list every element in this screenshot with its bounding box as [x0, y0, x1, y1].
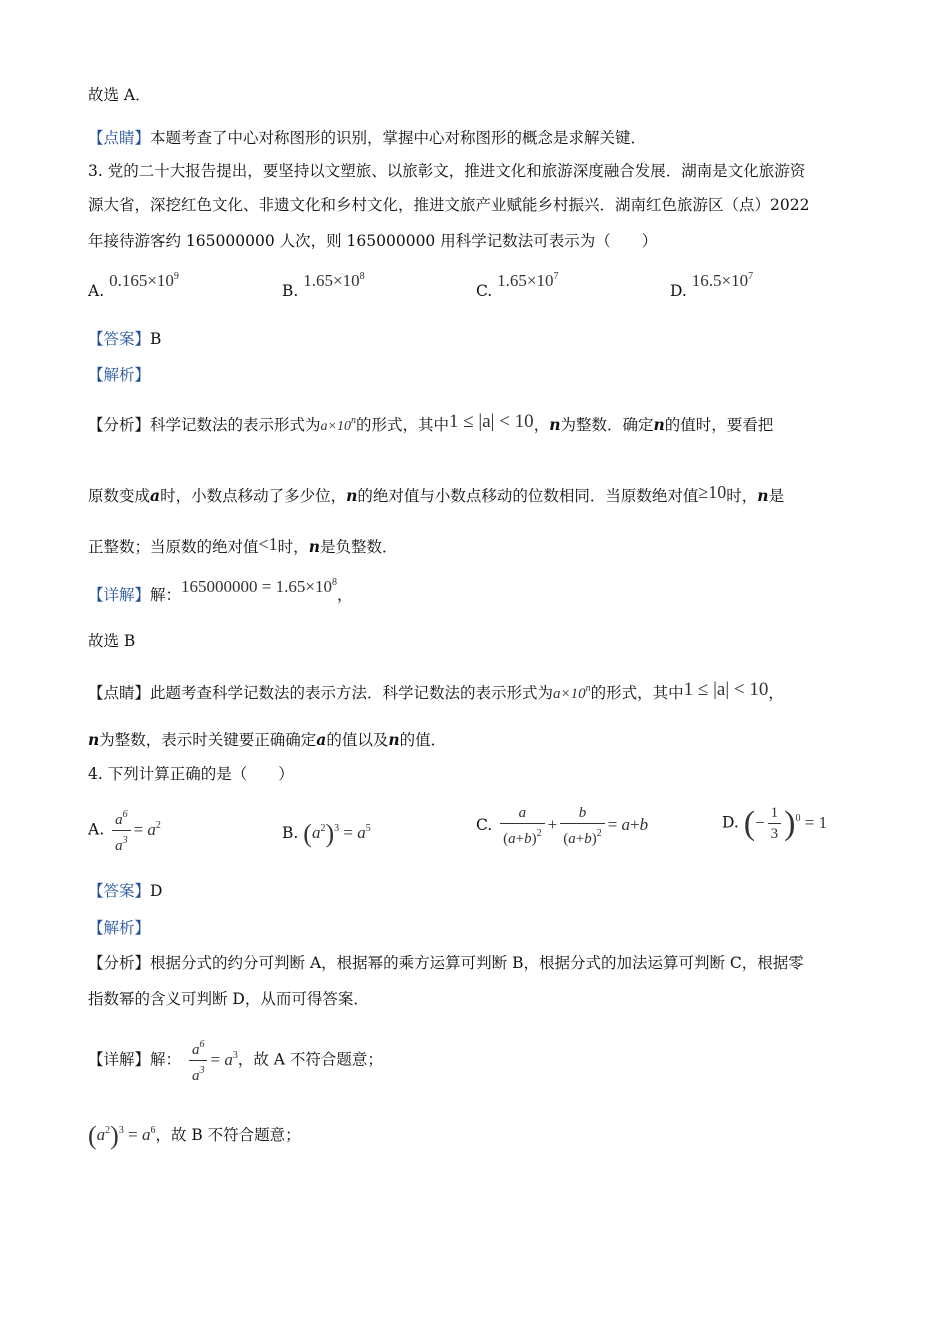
option-c: C. $1.65\times 10^7$ [476, 271, 559, 300]
question-4-line: 4. 下列计算正确的是（ ） [88, 765, 294, 783]
option-c: C. $\frac{a}{(a+b)^2}$ + $\frac{b}{(a+b)^2}$ = a+b [476, 805, 649, 847]
option-a: A. $0.165\times 10^9$ [88, 271, 179, 300]
dianjing-line: 【点睛】此题考查科学记数法的表示方法．科学记数法的表示形式为$a\times 10^n$的形式，其中1 ≤ |a| < 10， [88, 679, 784, 702]
question-3-line: 年接待游客约 165000000 人次，则 165000000 用科学记数法可表示为（ ） [88, 232, 658, 250]
option-d: D. (− $\frac{1}{3}$ )$^0$ = 1 [722, 804, 828, 842]
text-line: 故选 B [88, 632, 136, 650]
question-3-line: 3. 党的二十大报告提出，要坚持以文塑旅、以旅彰文，推进文化和旅游深度融合发展．湖南是文化旅游资 [88, 162, 806, 180]
xiangjie-line: 【详解】解： $\frac{a^6}{a^3}$ = $a^3$，故 A 不符合题意； [88, 1035, 383, 1086]
fenxi-line: 【分析】科学记数法的表示形式为$a\times 10^n$的形式，其中1 ≤ |a| < 10，n为整数．确定n的值时，要看把 [88, 411, 774, 434]
xiangjie-line: 【详解】解：$165000000 = 1.65\times 10^8$， [88, 577, 353, 604]
option-a: A. $\frac{a^6}{a^3}$ = $a^2$ [88, 805, 161, 856]
text-line: $(a^2)^3 = a^6$，故 B 不符合题意； [88, 1121, 301, 1151]
text-line: 故选 A． [88, 86, 151, 104]
option-b: B. $(a^2)^3 = a^5$ [282, 819, 371, 849]
option-d: D. $16.5\times 10^7$ [670, 271, 754, 300]
fenxi-line: 正整数；当原数的绝对值<1时，n是负整数． [88, 534, 398, 556]
option-b: B. $1.65\times 10^8$ [282, 271, 365, 300]
fenxi-line: 指数幂的含义可判断 D，从而可得答案． [88, 990, 369, 1008]
question-3-line: 源大省，深挖红色文化、非遗文化和乡村文化，推进文旅产业赋能乡村振兴．湖南红色旅游区（点）2022 [88, 196, 810, 214]
dianjing-line: n为整数，表示时关键要正确确定a的值以及n的值． [88, 730, 447, 749]
analysis-heading: 【解析】 [88, 919, 151, 937]
text-line: 【点睛】本题考查了中心对称图形的识别，掌握中心对称图形的概念是求解关键． [88, 129, 647, 147]
fenxi-line: 【分析】根据分式的约分可判断 A，根据幂的乘方运算可判断 B，根据分式的加法运算可判断 C，根据零 [88, 954, 804, 972]
answer-line: 【答案】D [88, 882, 163, 900]
analysis-heading: 【解析】 [88, 366, 151, 384]
answer-line: 【答案】B [88, 330, 162, 348]
fenxi-line: 原数变成a时，小数点移动了多少位，n的绝对值与小数点移动的位数相同．当原数绝对值≥10时，n是 [88, 482, 785, 505]
